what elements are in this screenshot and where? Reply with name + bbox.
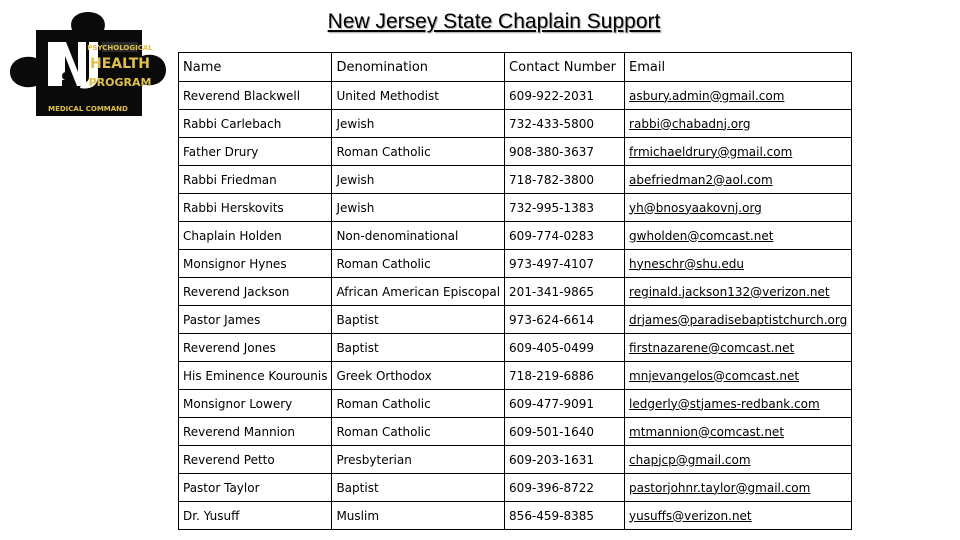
- phone-cell: 609-501-1640: [505, 418, 625, 446]
- email-link[interactable]: rabbi@chabadnj.org: [629, 116, 751, 131]
- name-cell: Pastor Taylor: [179, 474, 332, 502]
- name-cell: Reverend Petto: [179, 446, 332, 474]
- email-cell: [625, 82, 852, 110]
- phone-cell: 609-922-2031: [505, 82, 625, 110]
- email-link[interactable]: frmichaeldrury@gmail.com: [629, 144, 793, 159]
- email-link[interactable]: firstnazarene@comcast.net: [629, 340, 795, 355]
- denomination-cell: Jewish: [332, 166, 505, 194]
- email-cell: [625, 250, 852, 278]
- email-link[interactable]: hyneschr@shu.edu: [629, 256, 745, 271]
- name-cell: Reverend Blackwell: [179, 82, 332, 110]
- email-cell: [625, 166, 852, 194]
- email-cell: [625, 446, 852, 474]
- table-row: [179, 362, 852, 390]
- name-cell: Monsignor Lowery: [179, 390, 332, 418]
- name-cell: Rabbi Carlebach: [179, 110, 332, 138]
- email-cell: [625, 110, 852, 138]
- denomination-cell: Greek Orthodox: [332, 362, 505, 390]
- header-denomination: Denomination: [332, 53, 505, 82]
- page-title: New Jersey State Chaplain Support: [327, 10, 661, 33]
- psychological-health-program-logo: [6, 12, 176, 118]
- email-link[interactable]: abefriedman2@aol.com: [629, 172, 773, 187]
- name-cell: Pastor James: [179, 306, 332, 334]
- name-cell: Reverend Mannion: [179, 418, 332, 446]
- phone-cell: 201-341-9865: [505, 278, 625, 306]
- email-link[interactable]: pastorjohnr.taylor@gmail.com: [629, 480, 811, 495]
- email-link[interactable]: yusuffs@verizon.net: [629, 508, 752, 523]
- email-link[interactable]: chapjcp@gmail.com: [629, 452, 751, 467]
- email-link[interactable]: mnjevangelos@comcast.net: [629, 368, 800, 383]
- email-link[interactable]: drjames@paradisebaptistchurch.org: [629, 312, 848, 327]
- phone-cell: 609-477-9091: [505, 390, 625, 418]
- header-email: Email: [625, 53, 852, 82]
- denomination-cell: Baptist: [332, 474, 505, 502]
- name-cell: Rabbi Friedman: [179, 166, 332, 194]
- email-link[interactable]: gwholden@comcast.net: [629, 228, 774, 243]
- denomination-cell: Baptist: [332, 306, 505, 334]
- phone-cell: 609-405-0499: [505, 334, 625, 362]
- denomination-cell: Non-denominational: [332, 222, 505, 250]
- phone-cell: 609-774-0283: [505, 222, 625, 250]
- denomination-cell: Roman Catholic: [332, 250, 505, 278]
- table-row: [179, 446, 852, 474]
- table-row: [179, 138, 852, 166]
- name-cell: Father Drury: [179, 138, 332, 166]
- email-cell: [625, 502, 852, 530]
- email-cell: [625, 334, 852, 362]
- email-cell: [625, 138, 852, 166]
- table-row: [179, 250, 852, 278]
- email-cell: [625, 418, 852, 446]
- name-cell: Reverend Jones: [179, 334, 332, 362]
- phone-cell: 856-459-8385: [505, 502, 625, 530]
- chaplain-contact-table: [178, 52, 852, 530]
- phone-cell: 732-995-1383: [505, 194, 625, 222]
- phone-cell: 718-219-6886: [505, 362, 625, 390]
- email-cell: [625, 362, 852, 390]
- denomination-cell: Presbyterian: [332, 446, 505, 474]
- svg-text:MEDICAL COMMAND: MEDICAL COMMAND: [48, 105, 128, 113]
- email-link[interactable]: asbury.admin@gmail.com: [629, 88, 785, 103]
- email-cell: [625, 222, 852, 250]
- svg-text:PROGRAM: PROGRAM: [88, 76, 152, 89]
- phone-cell: 973-497-4107: [505, 250, 625, 278]
- name-cell: Dr. Yusuff: [179, 502, 332, 530]
- name-cell: His Eminence Kourounis: [179, 362, 332, 390]
- denomination-cell: Jewish: [332, 110, 505, 138]
- phone-cell: 732-433-5800: [505, 110, 625, 138]
- table-row: [179, 474, 852, 502]
- denomination-cell: Baptist: [332, 334, 505, 362]
- email-cell: [625, 306, 852, 334]
- email-link[interactable]: yh@bnosyaakovnj.org: [629, 200, 762, 215]
- email-cell: [625, 390, 852, 418]
- email-cell: [625, 194, 852, 222]
- email-link[interactable]: mtmannion@comcast.net: [629, 424, 785, 439]
- email-cell: [625, 474, 852, 502]
- table-row: [179, 110, 852, 138]
- table-row: [179, 166, 852, 194]
- denomination-cell: Roman Catholic: [332, 138, 505, 166]
- table-row: [179, 306, 852, 334]
- phone-cell: 609-203-1631: [505, 446, 625, 474]
- phone-cell: 718-782-3800: [505, 166, 625, 194]
- denomination-cell: Roman Catholic: [332, 418, 505, 446]
- name-cell: Rabbi Herskovits: [179, 194, 332, 222]
- name-cell: Reverend Jackson: [179, 278, 332, 306]
- denomination-cell: Jewish: [332, 194, 505, 222]
- table-row: [179, 278, 852, 306]
- phone-cell: 908-380-3637: [505, 138, 625, 166]
- name-cell: Chaplain Holden: [179, 222, 332, 250]
- phone-cell: 609-396-8722: [505, 474, 625, 502]
- denomination-cell: Muslim: [332, 502, 505, 530]
- table-row: [179, 418, 852, 446]
- email-link[interactable]: ledgerly@stjames-redbank.com: [629, 396, 820, 411]
- denomination-cell: Roman Catholic: [332, 390, 505, 418]
- table-row: [179, 334, 852, 362]
- denomination-cell: United Methodist: [332, 82, 505, 110]
- table-row: [179, 502, 852, 530]
- svg-text:PSYCHOLOGICAL: PSYCHOLOGICAL: [87, 44, 153, 52]
- table-row: [179, 82, 852, 110]
- email-link[interactable]: reginald.jackson132@verizon.net: [629, 284, 830, 299]
- table-row: [179, 222, 852, 250]
- denomination-cell: African American Episcopal: [332, 278, 505, 306]
- svg-text:HEALTH: HEALTH: [90, 56, 150, 72]
- table-header-row: [179, 53, 852, 82]
- table-row: [179, 390, 852, 418]
- name-cell: Monsignor Hynes: [179, 250, 332, 278]
- table-row: [179, 194, 852, 222]
- header-contact-number: Contact Number: [505, 53, 625, 82]
- header-name: Name: [179, 53, 332, 82]
- phone-cell: 973-624-6614: [505, 306, 625, 334]
- email-cell: [625, 278, 852, 306]
